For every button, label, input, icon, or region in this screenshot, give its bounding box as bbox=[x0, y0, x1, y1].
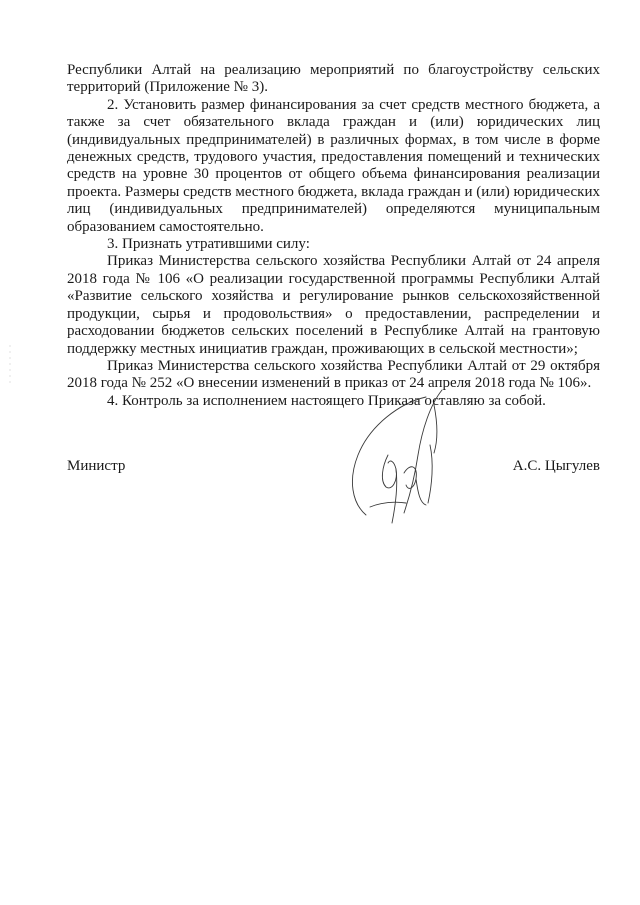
paragraph-order-252: Приказ Министерства сельского хозяйства Республики Алтай от 29 октября 2018 года № 252 «О внесении изменений в приказ от 24 апреля 2018 года № 106». bbox=[67, 357, 600, 392]
paragraph-item-4: 4. Контроль за исполнением настоящего Приказа оставляю за собой. bbox=[107, 392, 546, 409]
signatory-title: Министр bbox=[67, 458, 126, 474]
scan-margin-mark bbox=[8, 345, 12, 385]
paragraph-item-2: 2. Установить размер финансирования за счет средств местного бюджета, а также за счет обязательного вклада граждан и (или) юридических лиц (индивидуальных предпринимателей) в различных формах, в том числе в форме денежных средств, трудового участия, предоставления помещений и технических средств на уровне 30 процентов от общего объема финансирования реализации проекта. Размеры средств местного бюджета, вклада граждан и (или) юридических лиц (индивидуальных предпринимателей) определяются муниципальным образованием самостоятельно. bbox=[67, 96, 600, 235]
paragraph-order-106: Приказ Министерства сельского хозяйства Республики Алтай от 24 апреля 2018 года № 106 «О реализации государственной программы Республики Алтай «Развитие сельского хозяйства и регулирование рынков сельскохозяйственной продукции, сырья и продовольствия» о предоставлении, распределении и расходовании бюджетов сельских поселений в Республике Алтай на грантовую поддержку местных инициатив граждан, проживающих в сельской местности»; bbox=[67, 253, 600, 357]
document-body bbox=[67, 62, 600, 410]
handwritten-signature-icon bbox=[330, 385, 470, 535]
paragraph-continuation: Республики Алтай на реализацию мероприятий по благоустройству сельских территорий (Приложение № 3). bbox=[67, 62, 600, 96]
paragraph-item-3: 3. Признать утратившими силу: bbox=[107, 236, 310, 253]
signatory-name: А.С. Цыгулев bbox=[512, 458, 600, 474]
